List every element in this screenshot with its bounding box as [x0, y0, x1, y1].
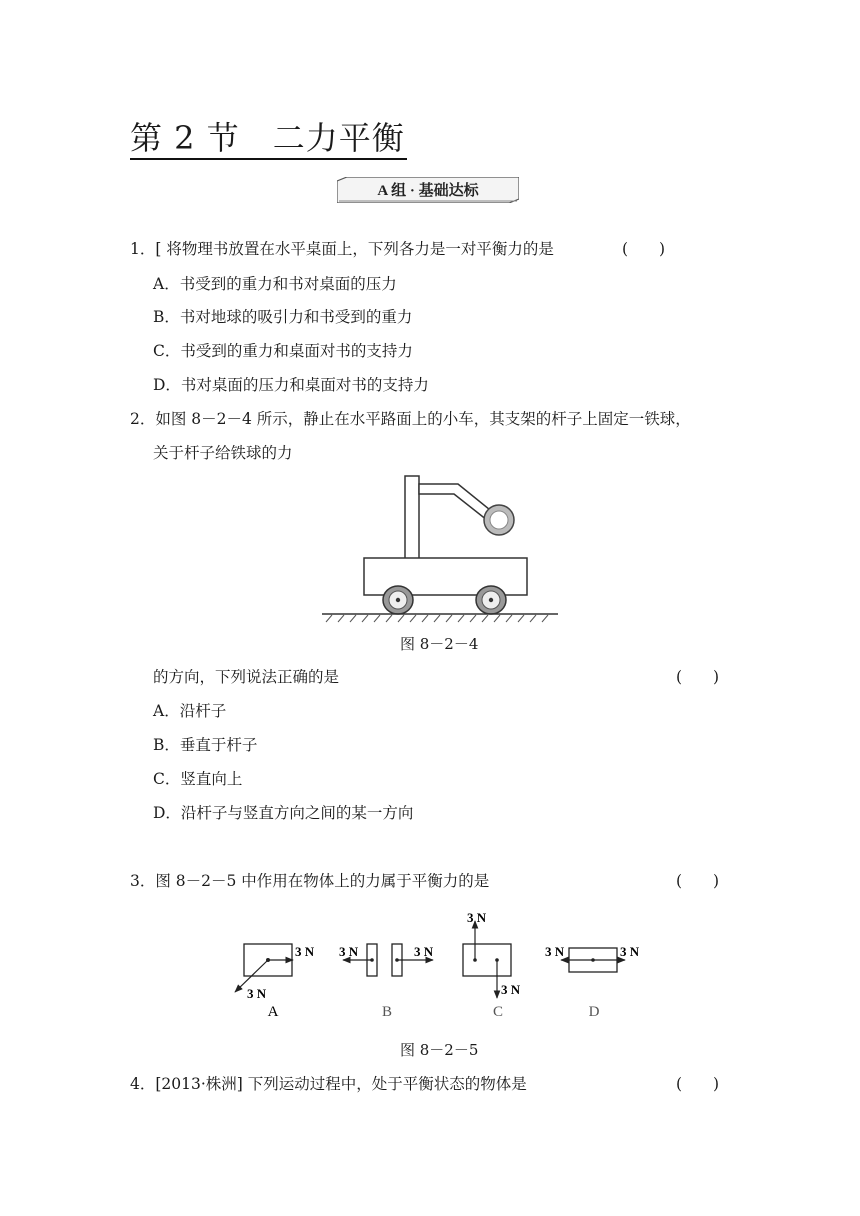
- cart-pole: [405, 476, 419, 559]
- force-diagram-d: [545, 944, 640, 1020]
- q3-figure-caption: 图 8－2－5: [400, 1041, 479, 1059]
- force-label-c-up: 3 N: [467, 910, 487, 925]
- q1-option-b: B．书对地球的吸引力和书受到的重力: [153, 308, 413, 326]
- force-diagram-a: [235, 944, 315, 1020]
- badge-text: A 组 · 基础达标: [377, 183, 479, 199]
- diagram-label-c: C: [492, 1004, 504, 1020]
- q3-stem: 3．图 8－2－5 中作用在物体上的力属于平衡力的是: [130, 872, 490, 890]
- q1-option-d: D．书对桌面的压力和桌面对书的支持力: [153, 376, 429, 394]
- force-label-b-right: 3 N: [414, 944, 434, 959]
- q1-answer-bracket: ( ): [622, 240, 666, 258]
- q1-option-c: C．书受到的重力和桌面对书的支持力: [153, 342, 413, 360]
- q2-option-b: B．垂直于杆子: [153, 736, 258, 754]
- cart-wheel-left: [383, 586, 413, 614]
- force-diagram-b: [339, 944, 434, 1020]
- q2-figure-caption: 图 8－2－4: [400, 635, 479, 653]
- cart-figure: [318, 472, 564, 624]
- force-diagram-c: [463, 910, 521, 1020]
- q2-stem-line1: 2．如图 8－2－4 所示，静止在水平路面上的小车，其支架的杆子上固定一铁球，: [130, 410, 691, 428]
- page-title: 第 2 节 二力平衡: [130, 118, 407, 160]
- iron-ball-highlight: [490, 511, 508, 529]
- cart-wheel-right: [476, 586, 506, 614]
- force-diagrams-figure: [225, 906, 655, 1022]
- q4-answer-bracket: ( ): [676, 1075, 720, 1093]
- force-label-d-right: 3 N: [620, 944, 640, 959]
- q4-stem: 4．[2013·株洲] 下列运动过程中，处于平衡状态的物体是: [130, 1075, 527, 1093]
- ground-hatching: [326, 615, 548, 622]
- q2-answer-bracket: ( ): [676, 668, 720, 686]
- diagram-label-b: B: [381, 1004, 393, 1020]
- force-label-c-down: 3 N: [501, 982, 521, 997]
- diagram-label-a: A: [267, 1004, 279, 1020]
- diagram-label-d: D: [588, 1004, 600, 1020]
- force-label-a-down-left: 3 N: [247, 986, 267, 1001]
- q1-option-a: A．书受到的重力和书对桌面的压力: [153, 275, 397, 293]
- q2-stem-line3: 的方向，下列说法正确的是: [153, 668, 340, 686]
- q1-stem: 1．[ 将物理书放置在水平桌面上，下列各力是一对平衡力的是: [130, 240, 554, 258]
- q2-option-a: A．沿杆子: [153, 702, 227, 720]
- q2-option-d: D．沿杆子与竖直方向之间的某一方向: [153, 804, 414, 822]
- q3-answer-bracket: ( ): [676, 872, 720, 890]
- section-badge: [337, 177, 519, 203]
- force-label-d-left: 3 N: [545, 944, 565, 959]
- force-label-b-left: 3 N: [339, 944, 359, 959]
- q2-stem-line2: 关于杆子给铁球的力: [153, 444, 293, 462]
- q2-option-c: C．竖直向上: [153, 770, 243, 788]
- force-label-a-right: 3 N: [295, 944, 315, 959]
- badge-frame: [337, 177, 519, 203]
